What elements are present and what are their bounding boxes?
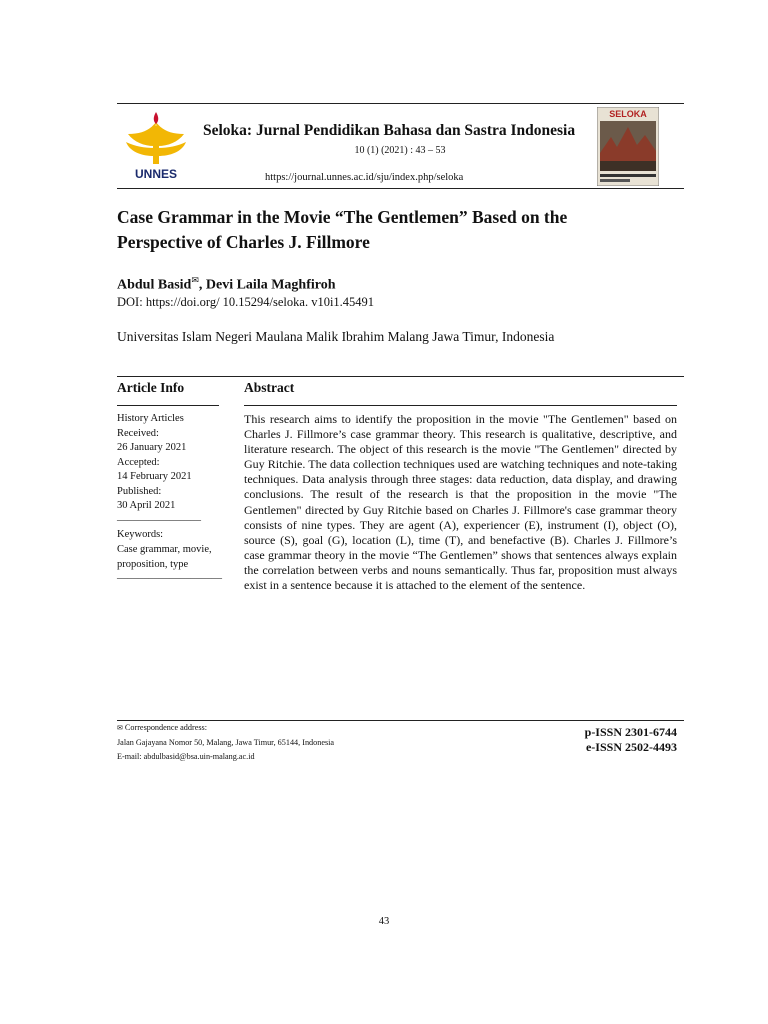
logo-text: UNNES: [134, 167, 178, 181]
authors: [117, 275, 336, 294]
published-date: 30 April 2021: [117, 500, 176, 511]
accepted-date: 14 February 2021: [117, 471, 192, 482]
e-issn: e-ISSN 2502-4493: [585, 740, 677, 754]
section-top-rule: [117, 376, 684, 377]
doi[interactable]: DOI: https://doi.org/ 10.15294/seloka. v10i1.45491: [117, 295, 375, 309]
published-label: Published:: [117, 485, 162, 497]
journal-cover-image: [597, 107, 659, 186]
header-top-rule: [117, 103, 684, 104]
journal-issue: 10 (1) (2021) : 43 – 53: [354, 145, 446, 156]
footer-rule: [117, 720, 684, 721]
info-separator: ________________: [117, 511, 201, 522]
journal-url[interactable]: https://journal.unnes.ac.id/sju/index.php/seloka: [265, 172, 464, 183]
correspondence-label: [117, 723, 207, 732]
author-secondary: , Devi Laila Maghfiroh: [198, 277, 336, 293]
keywords-separator: ____________________: [117, 569, 222, 580]
article-info-rule: [117, 405, 219, 406]
keywords-label: Keywords:: [117, 529, 164, 540]
cover-title: SELOKA: [609, 109, 647, 119]
envelope-icon: ✉: [191, 275, 199, 285]
history-label: History Articles: [117, 413, 184, 424]
envelope-icon: ✉: [117, 724, 123, 732]
unnes-logo: [120, 112, 192, 186]
correspondence-address: Jalan Gajayana Nomor 50, Malang, Jawa Timur, 65144, Indonesia: [117, 738, 335, 747]
article-info-heading: Article Info: [117, 380, 185, 395]
abstract-text: This research aims to identify the proposition in the movie "The Gentlemen" based on Charles J. Fillmore’s case grammar theory. This research is qualitative, descriptive, and literature research. The object of this research is the movie "The Gentlemen" directed by Guy Ritchie. The data collection techniques used are watching techniques and note-taking techniques. Data analysis through three stages: data reduction, data display, and drawing conclusions. The result of the research is that the proposition in the movie "The Gentlemen" directed by Guy Ritchie based on Charles J. Fillmore's case grammar theory consists of nine types. They are agent (A), experiencer (E), instrument (I), object (O), source (S), goal (G), location (L), time (T), and benefactive (B). Charles J. Fillmore’s case grammar theory in the movie “The Gentlemen” shows that sentences always explain the correlation between verbs and nouns semantically. Thus far, proposition must always exist in a sentence because it is attached to the element of the sentence.: [244, 412, 677, 593]
author-primary: Abdul Basid: [117, 277, 192, 293]
abstract-heading: Abstract: [244, 380, 295, 395]
abstract-rule: [244, 405, 677, 406]
header-bottom-rule: [117, 188, 684, 189]
received-label: Received:: [117, 427, 159, 439]
journal-name: Seloka: Jurnal Pendidikan Bahasa dan Sastra Indonesia: [203, 122, 576, 139]
correspondence-email[interactable]: E-mail: abdulbasid@bsa.uin-malang.ac.id: [117, 752, 255, 761]
accepted-label: Accepted:: [117, 456, 160, 468]
received-date: 26 January 2021: [117, 442, 187, 453]
article-title: Case Grammar in the Movie “The Gentlemen” Based on the Perspective of Charles J. Fillmore: [117, 207, 568, 252]
p-issn: p-ISSN 2301-6744: [584, 725, 677, 739]
page-number: 43: [378, 916, 390, 927]
correspondence-label-text: Correspondence address:: [124, 723, 207, 732]
affiliation: Universitas Islam Negeri Maulana Malik Ibrahim Malang Jawa Timur, Indonesia: [117, 329, 555, 344]
keywords-line-2: proposition, type: [117, 558, 189, 570]
keywords-line-1: Case grammar, movie,: [117, 544, 212, 555]
